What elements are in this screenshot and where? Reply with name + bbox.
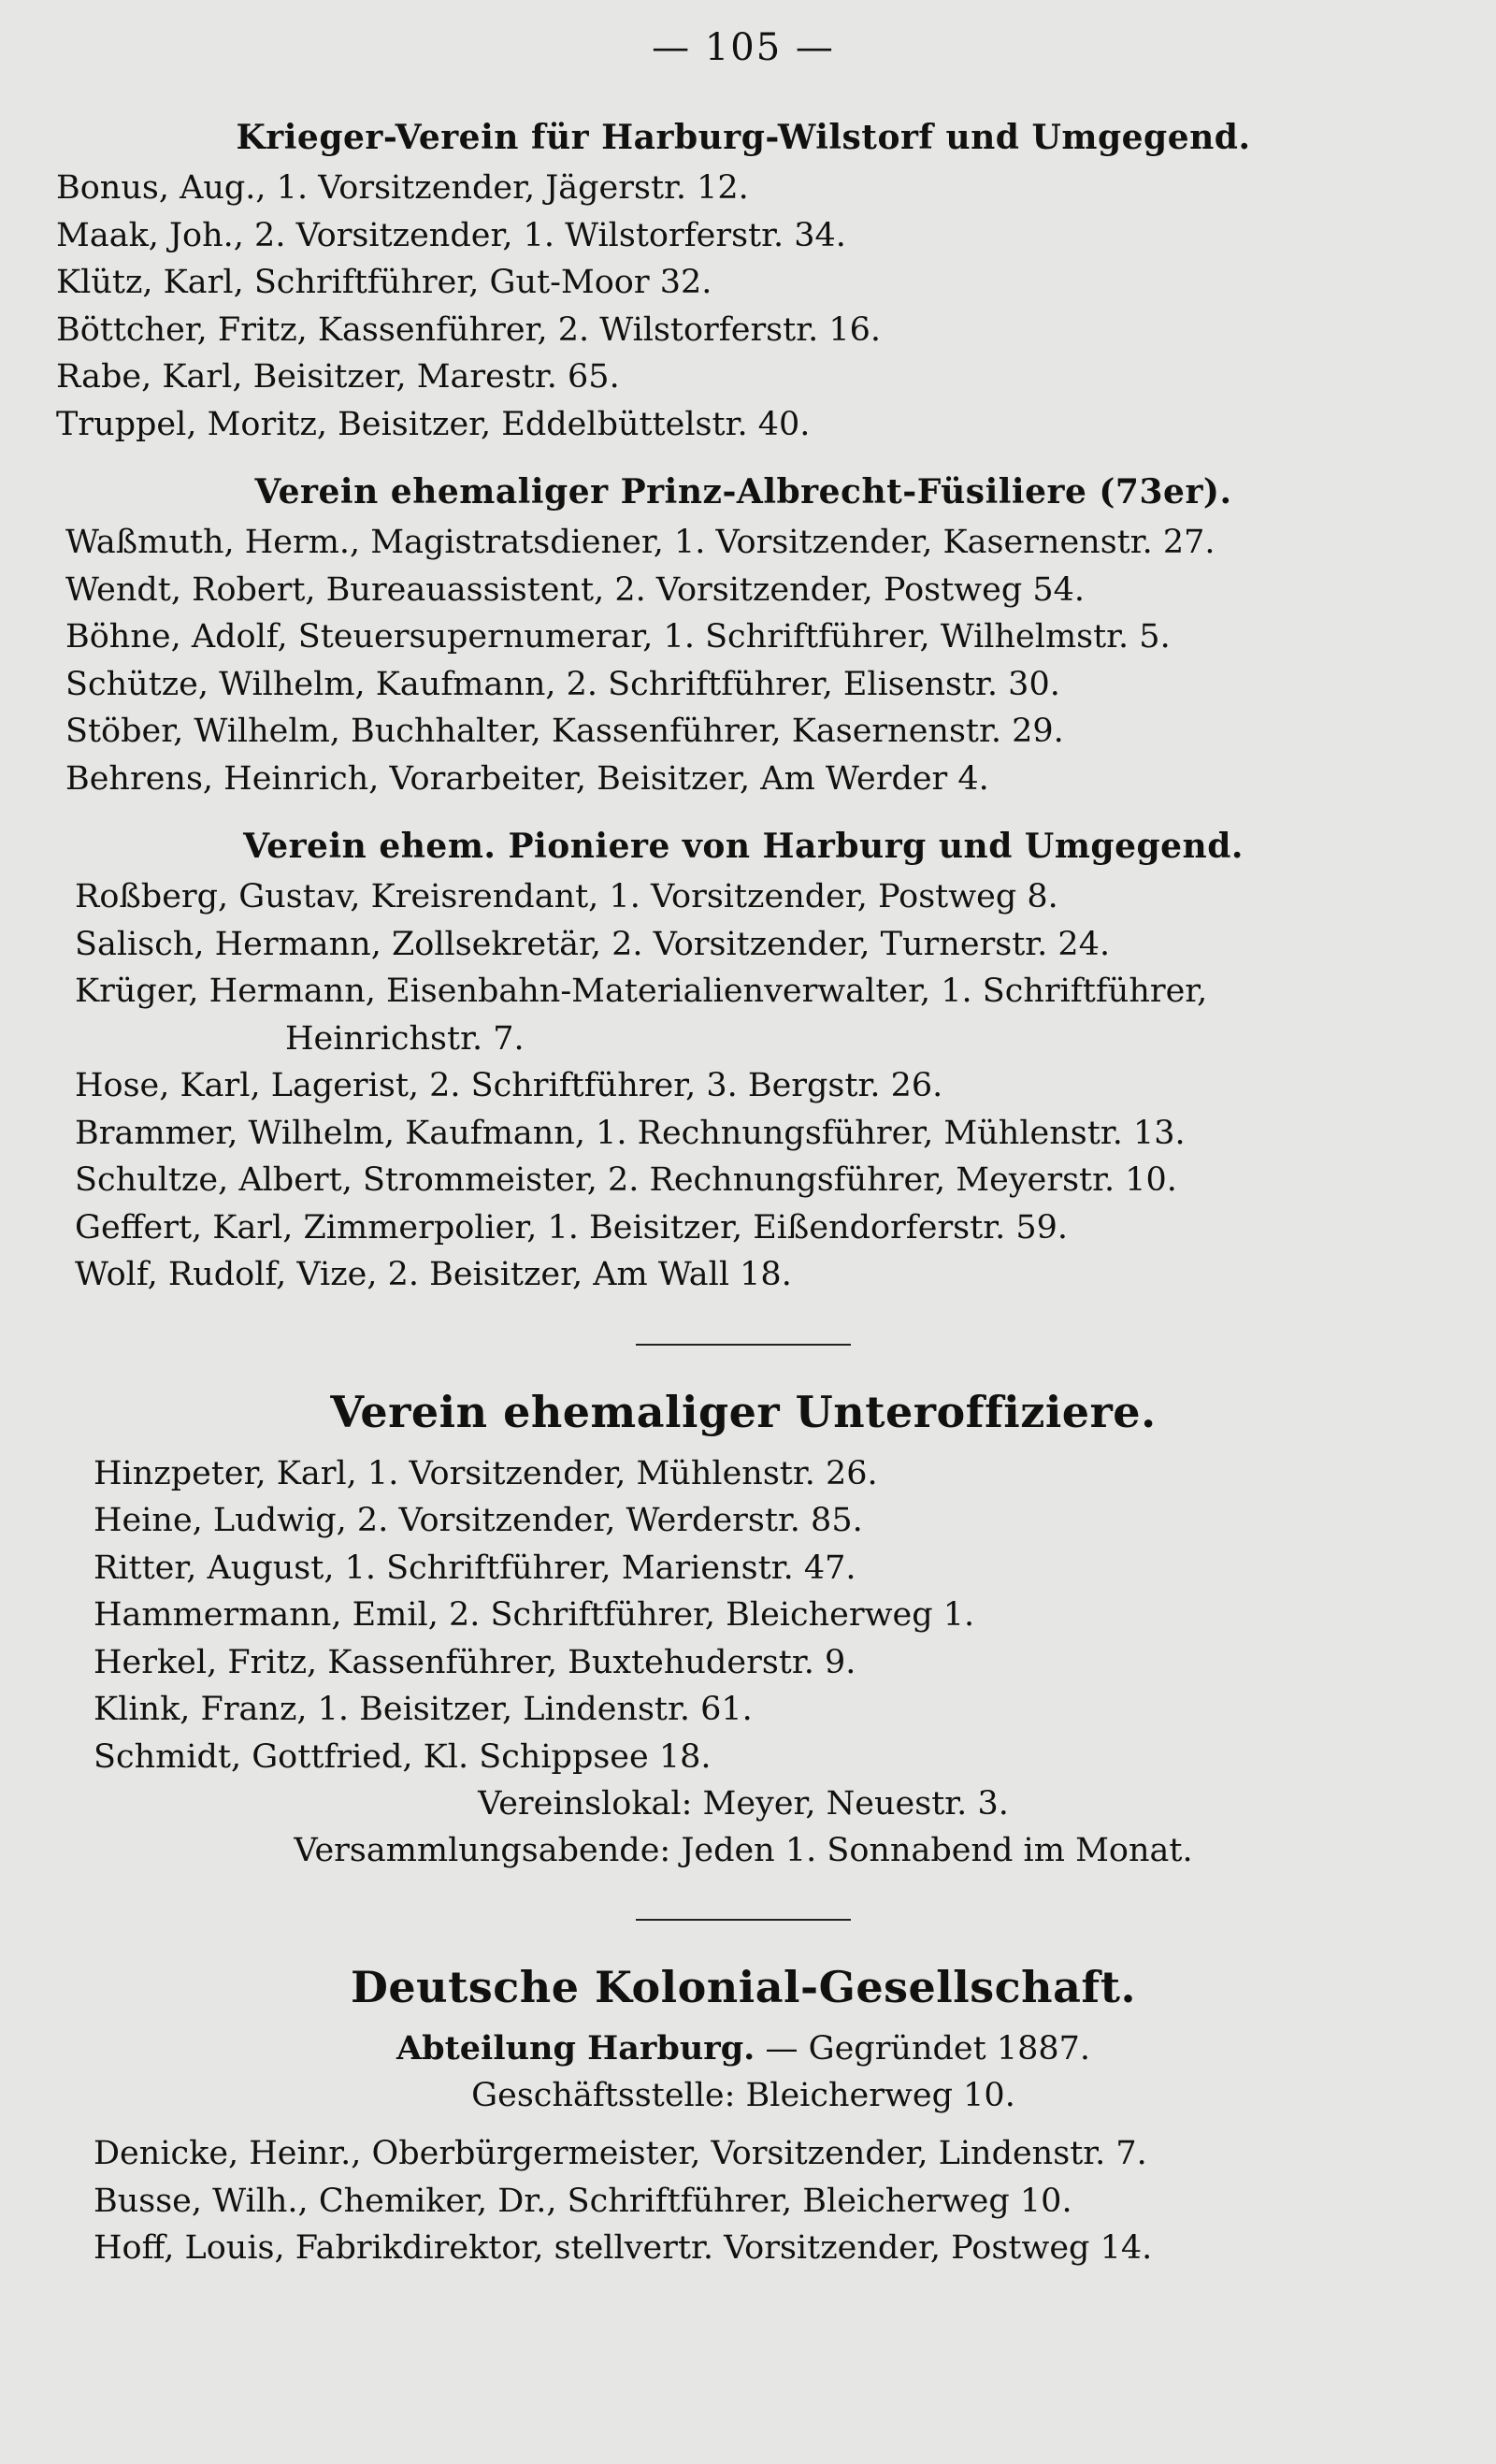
member-line: Hammermann, Emil, 2. Schriftführer, Bleicherweg 1. <box>94 1596 975 1634</box>
member-line: Schmidt, Gottfried, Kl. Schippsee 18. <box>94 1737 712 1776</box>
section-subtitle <box>56 2025 1431 2072</box>
member-line: Böhne, Adolf, Steuersupernumerar, 1. Schriftführer, Wilhelmstr. 5. <box>65 618 1171 656</box>
member-line: Denicke, Heinr., Oberbürgermeister, Vorsitzender, Lindenstr. 7. <box>94 2135 1147 2172</box>
office-address: Geschäftsstelle: Bleicherweg 10. <box>471 2077 1015 2114</box>
member-line: Truppel, Moritz, Beisitzer, Eddelbüttelstr. 40. <box>56 405 811 443</box>
subtitle-department: Abteilung Harburg. <box>396 2029 755 2068</box>
member-line: Hose, Karl, Lagerist, 2. Schriftführer, 3. Bergstr. 26. <box>75 1067 943 1104</box>
member-line: Hinzpeter, Karl, 1. Vorsitzender, Mühlenstr. 26. <box>94 1454 878 1492</box>
section-title: Deutsche Kolonial-Gesellschaft. <box>351 1962 1136 2012</box>
section-pioniere <box>56 827 1431 1299</box>
vereinslokal-note: Vereinslokal: Meyer, Neuestr. 3. <box>478 1785 1009 1823</box>
member-line: Brammer, Wilhelm, Kaufmann, 1. Rechnungsführer, Mühlenstr. 13. <box>75 1114 1186 1152</box>
member-line: Salisch, Hermann, Zollsekretär, 2. Vorsitzender, Turnerstr. 24. <box>75 925 1111 963</box>
member-line: Waßmuth, Herm., Magistratsdiener, 1. Vorsitzender, Kasernenstr. 27. <box>65 524 1216 561</box>
section-title: Verein ehemaliger Unteroffiziere. <box>330 1386 1157 1437</box>
section-krieger-verein <box>56 118 1431 448</box>
member-line-continuation: Heinrichstr. 7. <box>285 1019 525 1058</box>
member-line: Krüger, Hermann, Eisenbahn-Materialienverwalter, 1. Schriftführer, <box>75 973 1208 1010</box>
section-kolonial-gesellschaft <box>56 1962 1431 2272</box>
member-line: Bonus, Aug., 1. Vorsitzender, Jägerstr. 12. <box>56 169 749 207</box>
member-line: Ritter, August, 1. Schriftführer, Marienstr. 47. <box>94 1549 856 1587</box>
member-line: Geffert, Karl, Zimmerpolier, 1. Beisitzer, Eißendorferstr. 59. <box>75 1208 1068 1246</box>
member-line: Maak, Joh., 2. Vorsitzender, 1. Wilstorferstr. 34. <box>56 216 846 254</box>
member-line: Böttcher, Fritz, Kassenführer, 2. Wilstorferstr. 16. <box>56 310 882 349</box>
page-number: — 105 — <box>652 26 835 69</box>
section-title: Verein ehem. Pioniere von Harburg und Umgegend. <box>243 827 1244 866</box>
section-divider <box>636 1344 851 1346</box>
section-divider <box>636 1919 851 1921</box>
section-unteroffiziere <box>56 1387 1431 1875</box>
member-line: Wolf, Rudolf, Vize, 2. Beisitzer, Am Wall 18. <box>75 1256 792 1293</box>
member-line: Hoff, Louis, Fabrikdirektor, stellvertr. Vorsitzender, Postweg 14. <box>94 2229 1153 2267</box>
member-line: Busse, Wilh., Chemiker, Dr., Schriftführer, Bleicherweg 10. <box>94 2182 1072 2220</box>
member-line: Klütz, Karl, Schriftführer, Gut-Moor 32. <box>56 264 712 301</box>
member-line: Roßberg, Gustav, Kreisrendant, 1. Vorsitzender, Postweg 8. <box>75 878 1058 915</box>
member-line: Heine, Ludwig, 2. Vorsitzender, Werderstr. 85. <box>94 1502 863 1539</box>
member-line: Behrens, Heinrich, Vorarbeiter, Beisitzer, Am Werder 4. <box>65 759 989 798</box>
member-line: Schultze, Albert, Strommeister, 2. Rechnungsführer, Meyerstr. 10. <box>75 1161 1177 1199</box>
member-line: Schütze, Wilhelm, Kaufmann, 2. Schriftführer, Elisenstr. 30. <box>65 665 1060 703</box>
member-line: Stöber, Wilhelm, Buchhalter, Kassenführer, Kasernenstr. 29. <box>65 713 1064 750</box>
section-title: Krieger-Verein für Harburg-Wilstorf und Umgegend. <box>236 118 1251 157</box>
member-line: Wendt, Robert, Bureauassistent, 2. Vorsitzender, Postweg 54. <box>65 570 1086 609</box>
section-title: Verein ehemaliger Prinz-Albrecht-Füsiliere (73er). <box>254 472 1232 512</box>
member-line: Herkel, Fritz, Kassenführer, Buxtehuderstr. 9. <box>94 1643 856 1681</box>
meeting-note: Versammlungsabende: Jeden 1. Sonnabend im Monat. <box>294 1832 1193 1869</box>
member-line: Klink, Franz, 1. Beisitzer, Lindenstr. 61. <box>94 1691 753 1728</box>
subtitle-founded: — Gegründet 1887. <box>755 2030 1091 2068</box>
member-line: Rabe, Karl, Beisitzer, Marestr. 65. <box>56 358 620 396</box>
section-fusiliere <box>56 472 1431 802</box>
